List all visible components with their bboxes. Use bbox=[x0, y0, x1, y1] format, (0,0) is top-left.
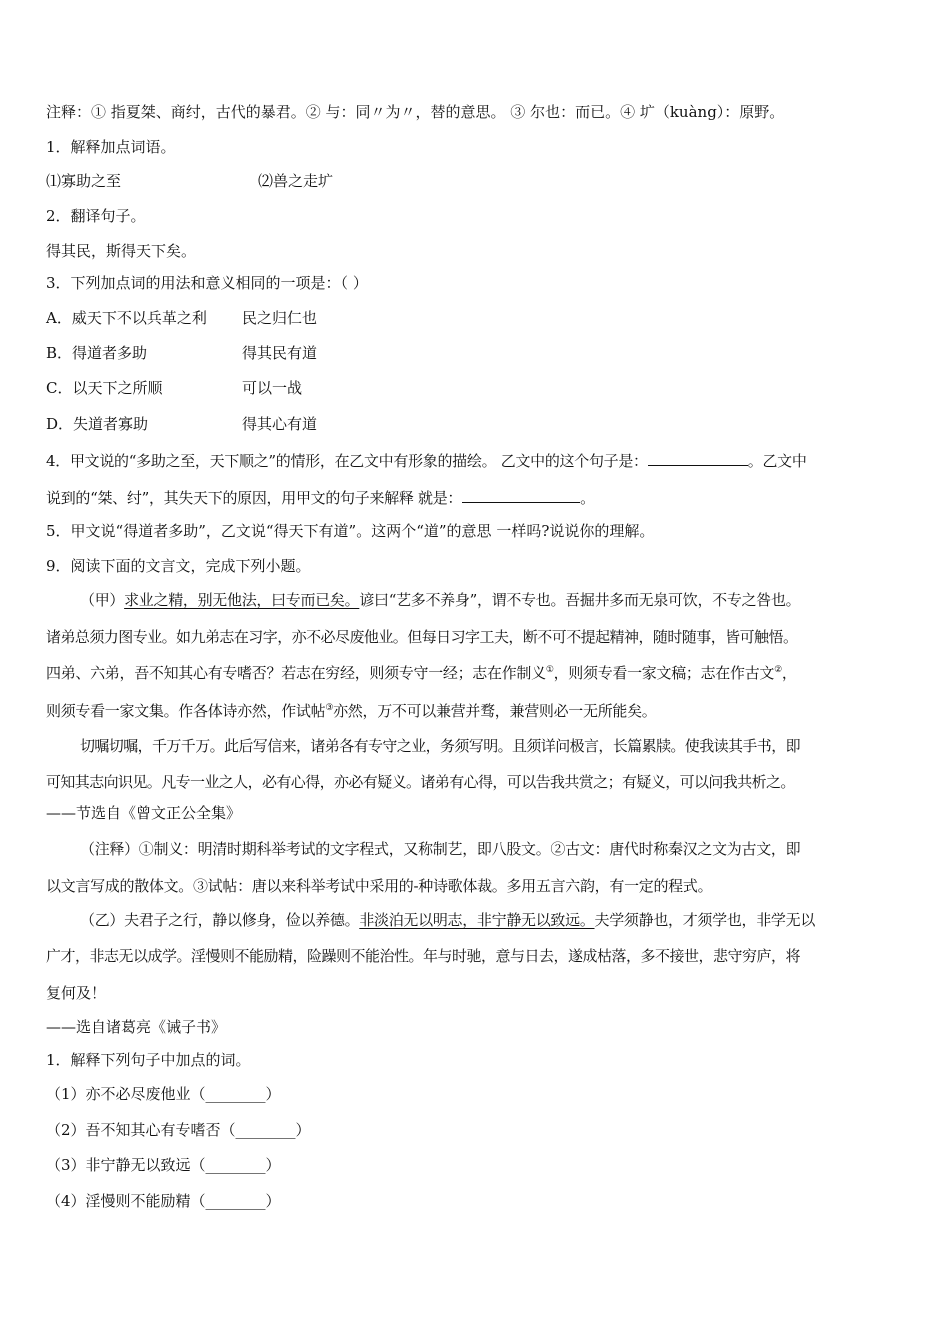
passage-jia-text: 则须专看一家文集。作各体诗亦然，作试帖 bbox=[46, 702, 326, 720]
sub-question-1-item: （2）吾不知其心有专嗜否（________） bbox=[46, 1121, 311, 1139]
question-4-text-2: 。乙文中 bbox=[747, 452, 807, 470]
footnote-marker: ① bbox=[545, 665, 554, 675]
passage-jia-label: （甲） bbox=[80, 591, 125, 609]
question-4-line-1 bbox=[46, 451, 906, 471]
option-b-label: B．得道者多助 bbox=[46, 344, 148, 362]
footnote-marker: ③ bbox=[325, 703, 334, 713]
passage-jia-line-4 bbox=[46, 701, 906, 721]
sub-question-1-title: 1．解释下列句子中加点的词。 bbox=[46, 1051, 251, 1069]
option-d-label: D．失道者寡助 bbox=[46, 415, 149, 433]
option-b-pair: 得其民有道 bbox=[242, 344, 318, 362]
question-1-items bbox=[46, 171, 906, 191]
passage-jia-note-line-2: 以文言写成的散体文。③试帖：唐以来科举考试中采用的-种诗歌体裁。多用五言六韵，有一定的程式。 bbox=[46, 877, 713, 895]
sub-question-1-item: （1）亦不必尽废他业（________） bbox=[46, 1085, 281, 1103]
footnote-marker: ② bbox=[774, 665, 782, 675]
option-d bbox=[46, 414, 906, 434]
question-2-sentence: 得其民，斯得天下矣。 bbox=[46, 242, 197, 260]
question-3-title: 3．下列加点词的用法和意义相同的一项是：（ ） bbox=[46, 274, 368, 292]
passage-jia-line-3: 四弟、六弟，吾不知其心有专嗜否？若志在穷经，则须专守一经；志在作制义①，则须专看一家文稿；志在作古文②， bbox=[46, 664, 797, 682]
answer-blank[interactable] bbox=[462, 488, 580, 503]
option-c bbox=[46, 378, 906, 398]
notes-line: 注释：① 指夏桀、商纣，古代的暴君。② 与：同〃为〃，替的意思。 ③ 尔也：而已。④ 圹（kuàng）：原野。 bbox=[46, 103, 785, 121]
passage-yi-line-3: 复何及！ bbox=[46, 984, 107, 1002]
option-c-pair: 可以一战 bbox=[242, 379, 303, 397]
passage-yi-underlined: 非淡泊无以明志，非宁静无以致远。 bbox=[359, 911, 595, 929]
answer-blank[interactable] bbox=[648, 451, 748, 466]
option-c-label: C．以天下之所顺 bbox=[46, 379, 163, 397]
option-d-pair: 得其心有道 bbox=[242, 415, 318, 433]
passage-yi-source: ——选自诸葛亮《诫子书》 bbox=[46, 1018, 227, 1036]
question-2-title: 2．翻译句子。 bbox=[46, 207, 146, 225]
question-1-item-a: ⑴寡助之至 bbox=[46, 172, 122, 190]
question-4-text-4: 。 bbox=[580, 489, 595, 507]
sub-question-1-item: （3）非宁静无以致远（________） bbox=[46, 1156, 281, 1174]
passage-yi-text: （乙）夫君子之行，静以修身，俭以养德。 bbox=[80, 911, 360, 929]
option-a-label: A．威天下不以兵革之利 bbox=[46, 309, 207, 327]
passage-jia-text: ，则须专看一家文稿；志在作古文 bbox=[553, 664, 775, 682]
question-9-title: 9．阅读下面的文言文，完成下列小题。 bbox=[46, 557, 311, 575]
question-5: 5．甲文说“得道者多助”，乙文说“得天下有道”。这两个“道”的意思 一样吗?说说你的理解。 bbox=[46, 522, 655, 540]
question-4-line-2 bbox=[46, 488, 906, 508]
question-4-text-1: 4．甲文说的“多助之至，天下顺之”的情形，在乙文中有形象的描绘。 乙文中的这个句子是： bbox=[46, 452, 648, 470]
question-1-title: 1．解释加点词语。 bbox=[46, 138, 176, 156]
sub-question-1-item: （4）淫慢则不能励精（________） bbox=[46, 1192, 281, 1210]
passage-jia-text: 亦然，万不可以兼营并骛，兼营则必一无所能矣。 bbox=[333, 702, 657, 720]
passage-jia-source: ——节选自《曾文正公全集》 bbox=[46, 804, 242, 822]
passage-jia-underlined: 求业之精，别无他法，曰专而已矣。 bbox=[124, 591, 360, 609]
passage-yi-line-2: 广才，非志无以成学。淫慢则不能励精，险躁则不能治性。年与时驰，意与日去，遂成枯落，多不接世，悲守穷庐，将 bbox=[46, 947, 801, 965]
passage-jia-line-1 bbox=[80, 590, 906, 610]
passage-jia-note-line-1: （注释）①制义：明清时期科举考试的文字程式，又称制艺，即八股文。②古文：唐代时称秦汉之文为古文，即 bbox=[80, 840, 801, 858]
passage-yi-line-1 bbox=[80, 910, 906, 930]
passage-jia-p2-line-2: 可知其志向识见。凡专一业之人，必有心得，亦必有疑义。诸弟有心得，可以告我共赏之；有疑义，可以问我共析之。 bbox=[46, 773, 795, 791]
passage-jia-p2-line-1: 切嘱切嘱，千万千万。此后写信来，诸弟各有专守之业，务须写明。且须详问极言，长篇累牍。使我读其手书，即 bbox=[80, 737, 801, 755]
passage-jia-text: 谚曰“艺多不养身”，谓不专也。吾掘井多而无泉可饮，不专之咎也。 bbox=[359, 591, 801, 609]
option-a bbox=[46, 308, 906, 328]
question-4-text-3: 说到的“桀、纣”，其失天下的原因，用甲文的句子来解释 就是： bbox=[46, 489, 463, 507]
passage-jia-text: 四弟、六弟，吾不知其心有专嗜否？若志在穷经，则须专守一经；志在作制义 bbox=[46, 664, 546, 682]
option-a-pair: 民之归仁也 bbox=[242, 309, 318, 327]
passage-yi-text: 夫学须静也，才须学也，非学无以 bbox=[594, 911, 816, 929]
passage-jia-line-2: 诸弟总须力图专业。如九弟志在习字，亦不必尽废他业。但每日习字工夫，断不可不提起精神，随时随事，皆可触悟。 bbox=[46, 628, 798, 646]
option-b bbox=[46, 343, 906, 363]
question-1-item-b: ⑵兽之走圹 bbox=[258, 172, 334, 190]
